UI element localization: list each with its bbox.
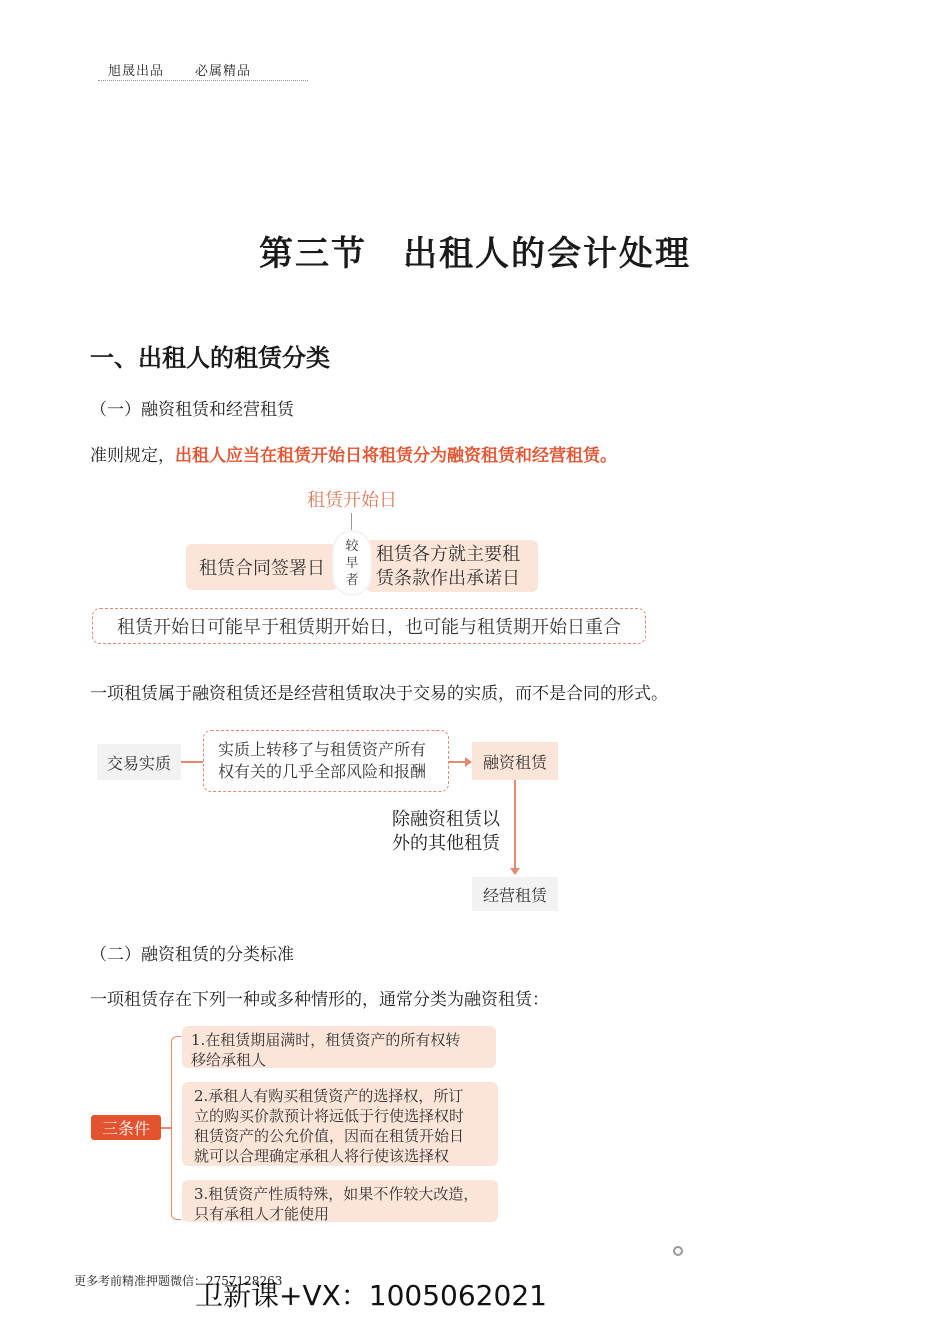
condition-3-line1: 3.租赁资产性质特殊，如果不作较大改造， — [194, 1185, 479, 1203]
circle-mark-icon — [673, 1246, 683, 1256]
rule-highlight: 出租人应当在租赁开始日将租赁分为融资租赁和经营租赁。 — [175, 446, 617, 466]
condition-2-line3: 租赁资产的公允价值，因而在租赁开始日 — [194, 1127, 465, 1145]
diagram1-right-box — [366, 540, 538, 592]
three-conditions-badge: 三条件 — [91, 1115, 161, 1140]
section-heading: 一、出租人的租赁分类 — [90, 343, 330, 372]
bracket-stem — [161, 1127, 171, 1129]
diagram2-line-a — [181, 761, 203, 763]
middle-char-2: 早 — [345, 556, 359, 571]
diagram2-finance-box: 融资租赁 — [472, 742, 558, 780]
subheading-2: （二）融资租赁的分类标准 — [90, 945, 294, 965]
middle-char-1: 较 — [345, 539, 359, 554]
arrow-down-icon — [510, 868, 520, 875]
diagram2-else-label — [392, 808, 500, 856]
footer-big-text: 卫新课+VX：1005062021 — [195, 1279, 547, 1312]
diagram1-middle-circle — [334, 532, 370, 594]
cond-line2: 权有关的几乎全部风险和报酬 — [218, 762, 427, 781]
condition-3-line2: 只有承租人才能使用 — [194, 1205, 330, 1223]
rule-paragraph — [90, 441, 617, 466]
condition-1-line1: 1.在租赁期届满时，租赁资产的所有权转 — [191, 1031, 461, 1049]
cond-line1: 实质上转移了与租赁资产所有 — [218, 740, 427, 759]
condition-2-line2: 立的购买价款预计将远低于行使选择权时 — [194, 1107, 465, 1125]
page-title: 第三节 出租人的会计处理 — [259, 234, 691, 274]
diagram1-top-label: 租赁开始日 — [307, 490, 397, 511]
rule-prefix: 准则规定， — [90, 446, 175, 466]
else-line2: 外的其他租赁 — [392, 833, 500, 854]
middle-char-3: 者 — [345, 573, 359, 588]
diagram1-right-line1: 租赁各方就主要租 — [376, 544, 520, 565]
diagram2-line-c — [514, 780, 516, 872]
criteria-paragraph: 一项租赁存在下列一种或多种情形的，通常分类为融资租赁： — [90, 990, 549, 1010]
condition-item-2 — [182, 1082, 498, 1166]
footer-big-clip — [195, 1270, 550, 1312]
condition-2-line1: 2.承租人有购买租赁资产的选择权，所订 — [194, 1087, 464, 1105]
diagram2-start-box: 交易实质 — [97, 744, 181, 780]
diagram2-operating-box: 经营租赁 — [472, 877, 558, 911]
header-right: 必属精品 — [195, 64, 252, 79]
arrow-right-icon — [465, 757, 472, 767]
header-rule — [98, 80, 308, 83]
diagram2-condition-box — [203, 730, 449, 792]
bracket — [171, 1036, 181, 1220]
condition-1-line2: 移给承租人 — [191, 1051, 267, 1069]
diagram1-left-box: 租赁合同签署日 — [186, 544, 338, 590]
diagram1-right-line2: 赁条款作出承诺日 — [376, 568, 520, 589]
substance-paragraph: 一项租赁属于融资租赁还是经营租赁取决于交易的实质，而不是合同的形式。 — [90, 684, 668, 704]
header-left: 旭晟出品 — [108, 64, 165, 79]
condition-item-3 — [182, 1180, 498, 1222]
condition-2-line4: 就可以合理确定承租人将行使该选择权 — [194, 1147, 450, 1165]
condition-item-1 — [182, 1026, 496, 1068]
footer-small-text: 更多考前精准押题微信：2757128263 — [74, 1274, 283, 1288]
diagram1-note-box: 租赁开始日可能早于租赁期开始日，也可能与租赁期开始日重合 — [92, 608, 646, 644]
subheading-1: （一）融资租赁和经营租赁 — [90, 400, 294, 420]
else-line1: 除融资租赁以 — [392, 809, 500, 830]
diagram1-connector — [351, 513, 352, 533]
